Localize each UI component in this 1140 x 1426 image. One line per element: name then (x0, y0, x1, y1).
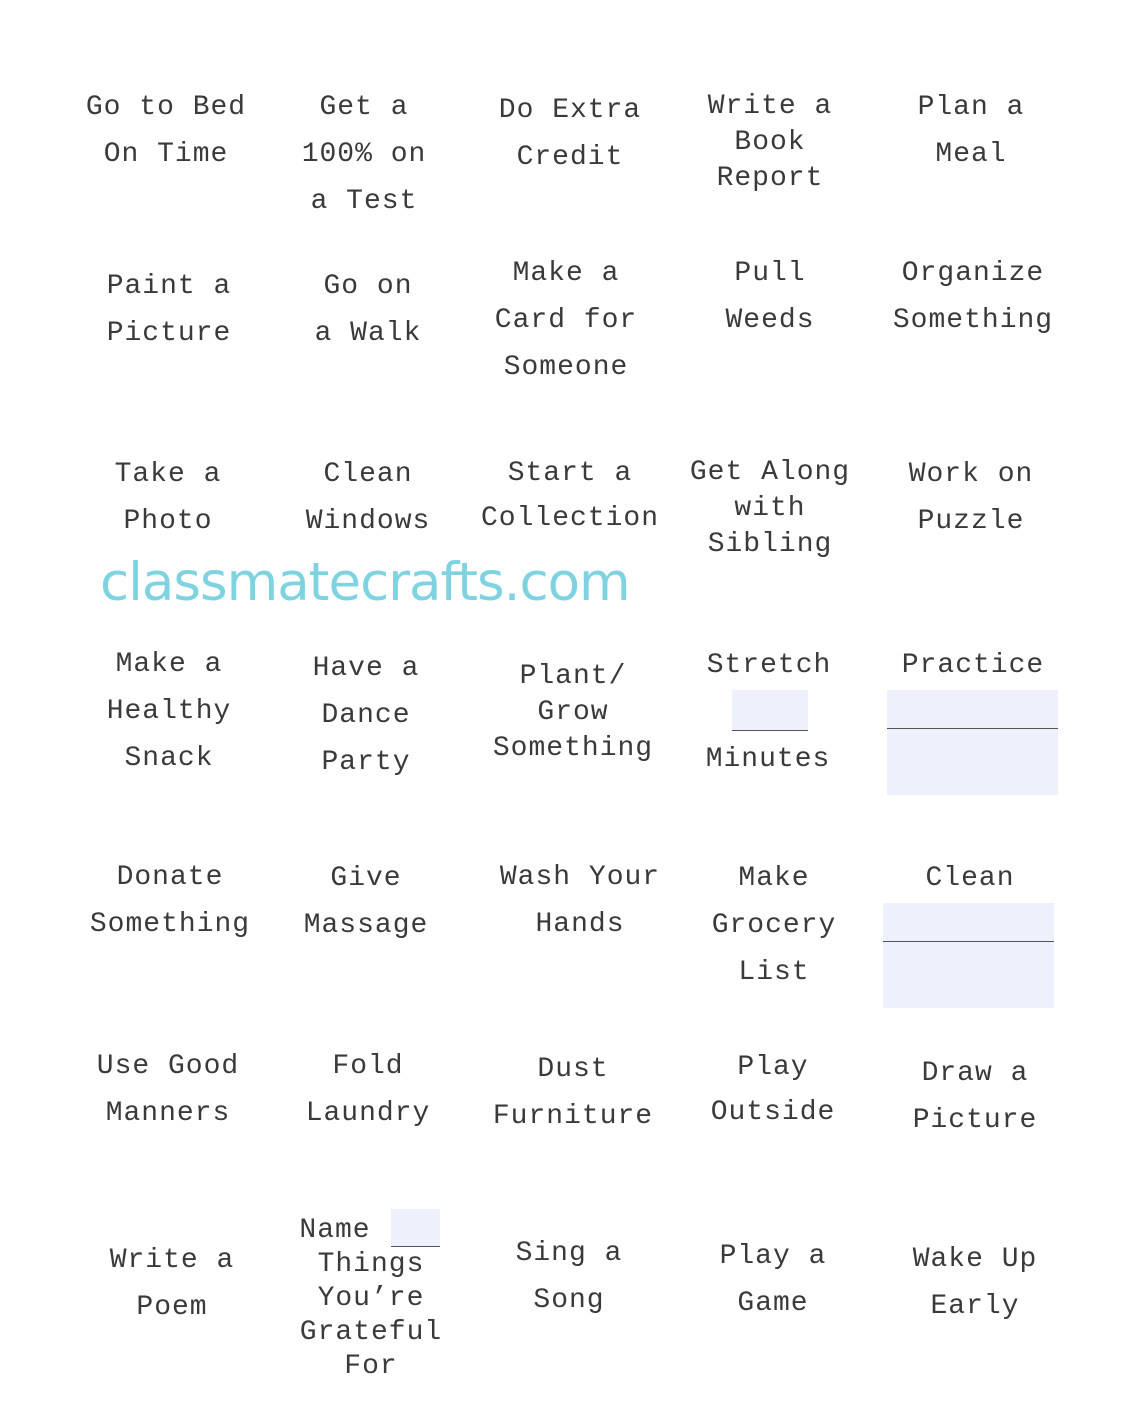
card-line: Wash Your (499, 862, 661, 893)
card-line: Grow (537, 697, 609, 728)
card-wake-up-early (875, 1236, 1075, 1330)
card-line: Hands (535, 909, 625, 940)
card-clean (870, 859, 1070, 899)
card-stretch (669, 646, 869, 686)
card-line: Work on (908, 459, 1034, 490)
card-line: Use Good (96, 1051, 240, 1082)
card-wash-hands (480, 854, 680, 948)
card-line: Laundry (305, 1098, 431, 1129)
card-line: Sing a (515, 1238, 623, 1269)
card-pull-weeds (670, 250, 870, 344)
blank-rule (883, 941, 1054, 942)
card-extra-credit (470, 87, 670, 181)
card-line: Fold (332, 1051, 404, 1082)
clean-blank[interactable] (883, 903, 1054, 1008)
card-plan-meal (871, 84, 1071, 178)
card-line: Go on (323, 271, 413, 302)
card-line: Healthy (106, 696, 232, 727)
card-line: Report (716, 163, 824, 194)
card-line: Have a (312, 653, 420, 684)
card-write-poem (72, 1237, 272, 1331)
card-dance-party (266, 645, 466, 786)
card-line: Something (89, 909, 251, 940)
card-line: Draw a (921, 1058, 1029, 1089)
card-line: Poem (136, 1292, 208, 1323)
card-line: Something (492, 733, 654, 764)
card-sing-song (469, 1230, 669, 1324)
card-line: Party (321, 747, 411, 778)
card-line: Start a (507, 458, 633, 489)
card-line: For (344, 1351, 398, 1382)
card-practice (873, 646, 1073, 686)
card-line: Photo (123, 506, 213, 537)
card-line: Picture (912, 1105, 1038, 1136)
card-work-on-puzzle (871, 451, 1071, 545)
card-healthy-snack (69, 641, 269, 782)
card-line: Book (734, 127, 806, 158)
card-line: Take a (114, 459, 222, 490)
card-grocery-list (674, 855, 874, 996)
card-line: Game (737, 1288, 809, 1319)
card-line: Get Along (689, 457, 851, 488)
card-line: Meal (935, 139, 1007, 170)
card-line: Clean (925, 863, 1015, 894)
card-line: Snack (124, 743, 214, 774)
card-line: Weeds (725, 305, 815, 336)
card-line: On Time (103, 139, 229, 170)
card-line: Furniture (492, 1101, 654, 1132)
card-line: Sibling (707, 529, 833, 560)
card-line: Manners (105, 1098, 231, 1129)
card-paint-picture (69, 263, 269, 357)
card-get-100 (264, 84, 464, 225)
card-line: a Test (310, 186, 418, 217)
card-line: Things (317, 1249, 425, 1280)
card-line: Practice (901, 650, 1045, 681)
card-line: Name (299, 1215, 371, 1246)
practice-blank[interactable] (887, 690, 1058, 795)
card-give-massage (266, 855, 466, 949)
card-line: Early (930, 1291, 1020, 1322)
card-line: a Walk (314, 318, 422, 349)
grateful-count-blank[interactable] (391, 1209, 440, 1247)
card-line: Do Extra (498, 95, 642, 126)
card-line: Play a (719, 1241, 827, 1272)
card-line: Dust (537, 1054, 609, 1085)
card-take-photo (68, 451, 268, 545)
card-start-collection (470, 451, 670, 541)
card-line: Windows (305, 506, 431, 537)
card-line: Donate (116, 862, 224, 893)
card-plant-grow (473, 659, 673, 767)
card-line: Make (738, 863, 810, 894)
card-good-manners (68, 1043, 268, 1137)
card-line: Pull (734, 258, 806, 289)
card-line: Song (533, 1285, 605, 1316)
card-dust-furniture (473, 1046, 673, 1140)
card-get-along-sibling (670, 455, 870, 563)
watermark-text: classmatecrafts.com (100, 552, 630, 613)
card-line: Someone (503, 352, 629, 383)
card-line: with (734, 493, 806, 524)
card-line: Plan a (917, 92, 1025, 123)
card-line: Get a (319, 92, 409, 123)
card-line: Play (737, 1052, 809, 1083)
card-line: Grateful (299, 1317, 443, 1348)
card-line: Collection (480, 503, 660, 534)
card-fold-laundry (268, 1043, 468, 1137)
card-line: Puzzle (917, 506, 1025, 537)
card-line: Write a (707, 91, 833, 122)
card-line: Clean (323, 459, 413, 490)
card-grateful-things (271, 1248, 471, 1384)
card-line: Picture (106, 318, 232, 349)
card-line: Go to Bed (85, 92, 247, 123)
card-go-on-walk (268, 263, 468, 357)
stretch-minutes-blank[interactable] (732, 690, 808, 731)
card-clean-windows (268, 451, 468, 545)
card-line: Massage (303, 910, 429, 941)
card-name-label (290, 1214, 380, 1248)
card-line: Dance (321, 700, 411, 731)
card-organize (873, 250, 1073, 344)
card-line: Paint a (106, 271, 232, 302)
card-line: Plant/ (519, 661, 627, 692)
card-line: Outside (710, 1097, 836, 1128)
card-line: Give (330, 863, 402, 894)
card-donate (70, 854, 270, 948)
card-play-game (673, 1233, 873, 1327)
card-book-report (670, 89, 870, 197)
card-make-card (466, 250, 666, 391)
card-line: Make a (115, 649, 223, 680)
card-line: Stretch (706, 650, 832, 681)
card-line: Organize (901, 258, 1045, 289)
card-line: Make a (512, 258, 620, 289)
card-line: Card for (494, 305, 638, 336)
card-line: Wake Up (912, 1244, 1038, 1275)
card-stretch-minutes (668, 740, 868, 780)
card-go-to-bed (66, 84, 266, 178)
card-line: You’re (317, 1283, 425, 1314)
card-line: Something (892, 305, 1054, 336)
card-line: Write a (109, 1245, 235, 1276)
card-line: Credit (516, 142, 624, 173)
card-play-outside (673, 1045, 873, 1135)
card-draw-picture (875, 1050, 1075, 1144)
blank-rule (887, 728, 1058, 729)
card-line: Grocery (711, 910, 837, 941)
card-line: List (738, 957, 810, 988)
card-line: 100% on (301, 139, 427, 170)
card-line: Minutes (705, 744, 831, 775)
